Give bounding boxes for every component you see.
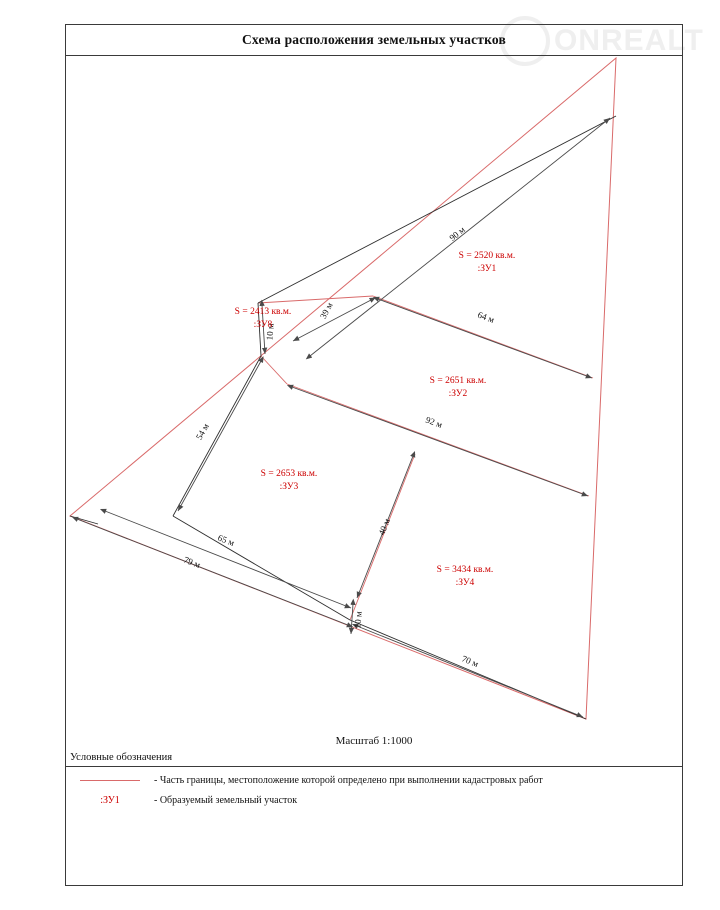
dimension-40 [357, 456, 413, 598]
parcel-label-zu2 [430, 376, 487, 399]
legend-row-parcel [66, 790, 682, 810]
parcel-label-zu4 [437, 565, 494, 588]
legend-title: Условные обозначения [70, 752, 173, 763]
scale-caption: Масштаб 1:1000 [335, 735, 413, 747]
dimension-90 [310, 118, 610, 356]
zu1-name-label: :ЗУ1 [477, 264, 497, 274]
legend [66, 752, 682, 812]
zu1-area-label: S = 2520 кв.м. [458, 251, 516, 261]
parcel-layout-drawing [65, 56, 683, 740]
legend-parcel-text: - Образуемый земельный участок [154, 794, 298, 806]
dimension-70 [357, 626, 583, 717]
title-bar [65, 24, 683, 56]
dimension-92-label: 92 м [424, 414, 444, 430]
parcel-division-lines [258, 296, 593, 620]
dimension-10-upper-label: 10 м [264, 322, 276, 341]
zu4-name-label: :ЗУ4 [455, 578, 475, 588]
legend-row-boundary [66, 770, 682, 790]
dimension-54 [178, 361, 261, 511]
dimension-64 [378, 299, 592, 378]
page-title: Схема расположения земельных участков [241, 31, 506, 47]
zu2-area-label: S = 2651 кв.м. [429, 376, 487, 386]
dimension-64-label: 64 м [476, 309, 496, 325]
survey-lines [70, 116, 616, 719]
zu3-area-label: S = 2653 кв.м. [260, 469, 318, 479]
outer-boundary [70, 58, 616, 719]
legend-boundary-line-icon [66, 771, 154, 789]
dimension-65-label: 65 м [216, 532, 236, 548]
legend-boundary-text: - Часть границы, местоположение которой определено при выполнении кадастровых работ [154, 774, 543, 786]
dimension-39 [293, 300, 371, 341]
legend-divider [66, 766, 682, 767]
dimension-65 [105, 511, 351, 608]
legend-parcel-symbol [66, 791, 154, 809]
dimension-79 [77, 519, 353, 627]
watermark-text: ONREALT [554, 24, 704, 57]
zu8-name-label: :ЗУ8 [253, 320, 273, 330]
dimension-90-label: 90 м [447, 224, 467, 243]
legend-parcel-code: :ЗУ1 [100, 794, 120, 806]
dimension-10-lower-label: 10 м [352, 610, 364, 629]
dimension-79-label: 79 м [182, 554, 202, 570]
zu8-area-label: S = 2413 кв.м. [234, 307, 292, 317]
dimension-54-label: 54 м [193, 421, 211, 442]
dimension-39-label: 39 м [317, 300, 335, 321]
zu2-name-label: :ЗУ2 [448, 389, 468, 399]
parcel-label-zu3 [261, 469, 318, 492]
parcel-label-zu1 [459, 251, 516, 274]
dimension-70-label: 70 м [460, 653, 480, 670]
zu3-name-label: :ЗУ3 [279, 482, 299, 492]
zu4-area-label: S = 3434 кв.м. [436, 565, 494, 575]
dimension-40-label: 40 м [376, 517, 393, 537]
dimension-92 [292, 387, 588, 496]
